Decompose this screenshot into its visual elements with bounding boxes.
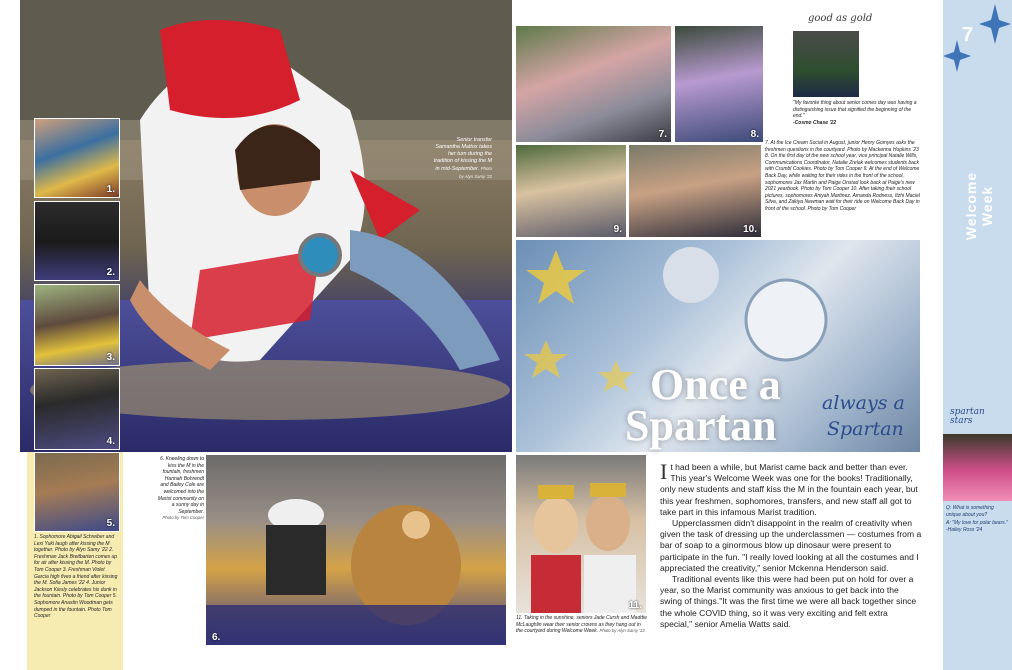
photo-9-waiting-for-rides: 9. [516,145,626,237]
caption-7-10: 7. At the Ice Cream Social in August, junior Henry Gomyes asks the freshmen questions in the courtyard. Photo by Mackenna Hopkins '23 8. On the first day of the new school year, vice principal Natalie Wills, Communications Coordinator, Natalie Zrelak welcomes students back with Crumbl Cookies. Photo by Tom Cooper 9. At the end of Welcome Back Day, while waiting for their rides in the front of the school, sophomores Jax Martin and Paige Onstad look back at Paige's new 2021 yearbook. Photo by Tom Cooper 10. After taking their school pictures, sophomores Aniyah Martinez, Amanda Rodness, Itzhi Maciel Silva, and Zakiya Newman wait for their ride on Welcome Back Day in front of the school. Photo by Tom Cooper [765,140,920,212]
body-copy: It had been a while, but Marist came back and better than ever. This year's Welcome Week was one for the books! Traditionally, only new students and staff kiss the M in the fountain each year, but this year freshmen, sophomores, transfers, and new staff all got to take part in this infamous Marist tradition. Upperclassmen didn't disappoint in the realm of creativity when given the task of dressing up the underclassmen — costumes from a bar of soap to a ginormous blow up dinosaur were present to participate in the fun. "I really loved looking at all the costumes and I appreciated the creativity," senior Mckenna Henderson said. Traditional events like this were had been put on hold for over a year, so the Marist community was anxious to get back into the swing of things."It was the first time we were all back together since the whole COVID thing, so it was very exciting and felt extra special," senior Amelia Watts said. [660,459,922,629]
headline-once-a: Once a [650,360,781,409]
spartan-star-qa: Q: What is something unique about you? A: "My love for polar bears." -Hailey Ross '24 [946,505,1008,533]
quote-portrait [793,31,859,97]
spartan-stars-header: spartan stars [950,407,985,426]
star-cluster-icon [943,0,1012,90]
page-number: 7 [962,24,974,46]
section-title: Welcome Week [963,171,995,241]
photo-6-kneeling-in-fountain: 6. [206,455,506,645]
thumb-photo-3: 3. [34,284,120,366]
headline-spartan: Spartan [625,401,777,450]
sidebar-caption: 1. Sophomore Abigail Schreiber and Lexi Yuki laugh after kissing the M together. Photo by Alyn Samy '22 2. Freshman Jack Breitbarten comes up for air after kissing the M. Photo by Tom Cooper 3. Freshman Violet Garcia high fives a friend after kissing the M. Sofia James '22 4. Junior Jackson Kiesly celebrates his dunk in the fountain. Photo by Tom Cooper 5. Sophomore Anastin Woodman gets dumped in the fountain. Photo Tom Cooper [34,534,118,620]
thumb-photo-5: 5. [34,452,120,532]
caption-11: 11. Taking in the sunshine, seniors Jade Cursh and Maddie McLaughlin wear their senior crowns as they hang out in the courtyard during Welcome Week. Photo by Alyn Samy '22 [516,615,647,635]
quote-text: "My favorite thing about senior comes day was having a distinguishing issue that signified the beginning of the end." -Cosmo Chase '22 [793,100,917,126]
caption-6: 6. Kneeling down to kiss the M in the fountain, freshmen Hannah Bohrendt and Bailey Cole are welcomed into the Marist community on a sunny day in September. Photo by Tom Cooper [157,456,204,521]
drop-cap: I [660,459,668,484]
thumb-photo-2: 2. [34,201,120,281]
photo-7-ice-cream-social: 7. [516,26,671,142]
headline-script-spartan: Spartan [827,418,904,440]
photo-10-school-pictures: 10. [629,145,761,237]
photo-8-welcome-back: 8. [675,26,763,142]
photo-11-senior-crowns: 11. [516,455,646,613]
thumb-photo-1: 1. [34,118,120,198]
main-photo-caption: Senior transfer Samantha Mattox takes her turn during the tradition of kissing the M in mid-September. Photo by Alyn Samy '22 [433,137,492,179]
thumb-photo-4: 4. [34,368,120,450]
spartan-star-photo [943,434,1012,501]
section-tab [943,0,1012,670]
headline-script-always-a: always a [822,392,905,414]
quote-header: good as gold [808,13,873,24]
